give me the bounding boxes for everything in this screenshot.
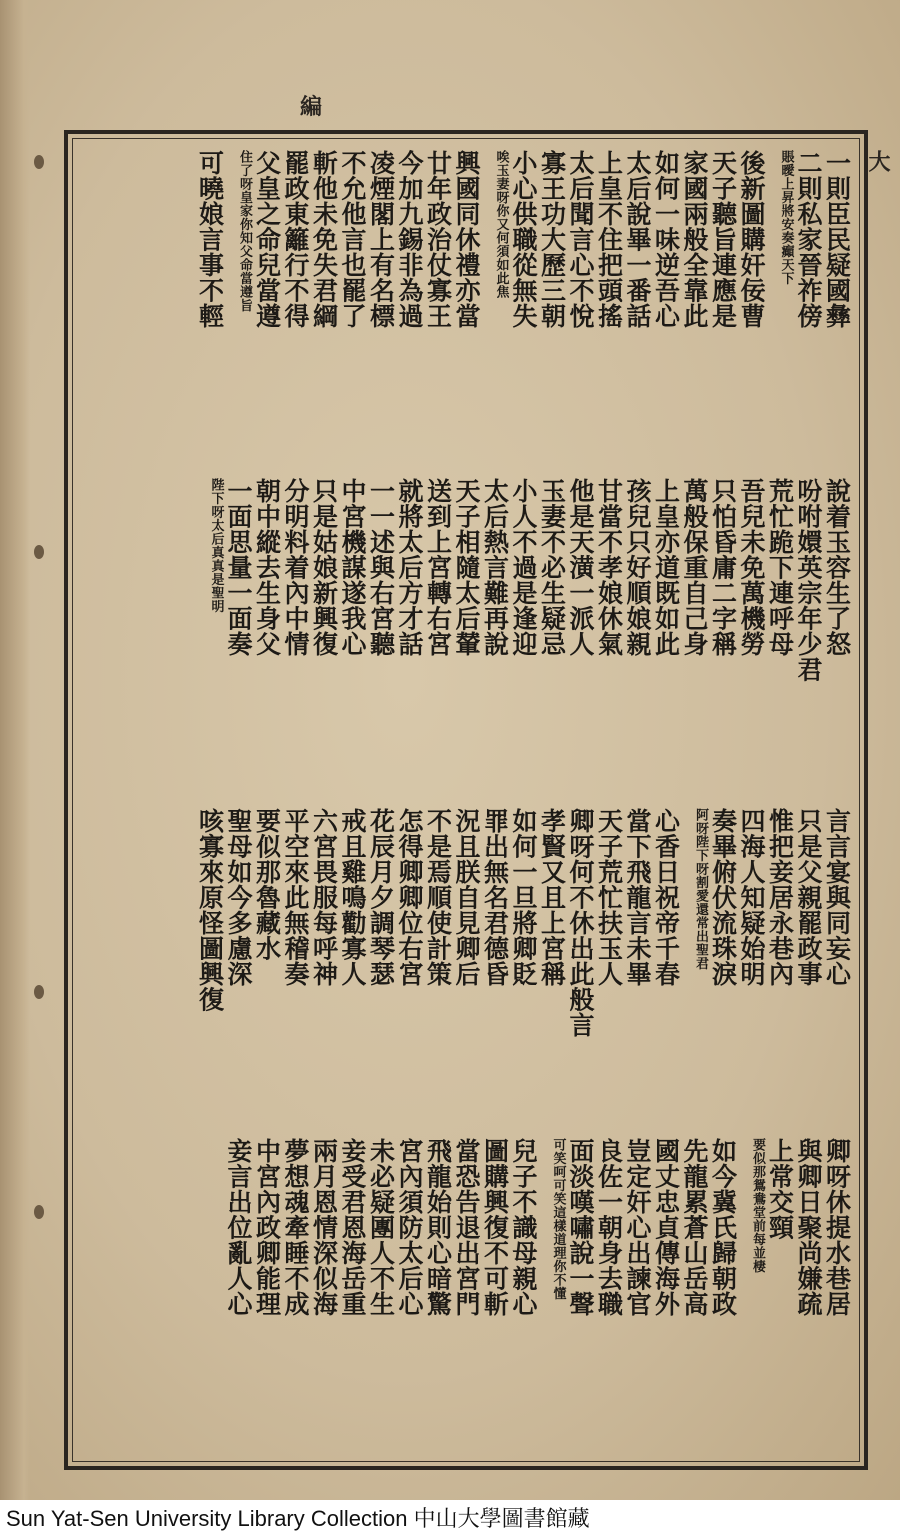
library-credit: Sun Yat-Sen University Library Collection 中山大學圖書館藏 <box>0 1500 900 1538</box>
text-column: 言言宴與同妄心 <box>822 808 852 987</box>
text-column: 吾兒未免萬機勞 <box>737 478 766 657</box>
text-column: 太后熱言難再說 <box>480 478 510 657</box>
edge-text-top: 編 <box>300 94 323 120</box>
text-column: 天子荒忙扶玉人 <box>594 808 624 987</box>
text-column: 斬他未免失君綱 <box>309 150 339 329</box>
text-column: 說着玉容生了怒 <box>822 478 852 657</box>
text-column: 花辰月夕調琴瑟 <box>366 808 396 987</box>
text-column: 住了呀皇家你知父命當遵旨 <box>237 150 252 312</box>
text-column: 天子聽旨連應是 <box>708 150 738 329</box>
text-column: 圖購興復不可斬 <box>480 1138 510 1317</box>
text-column: 況且朕自見卿后 <box>452 808 481 987</box>
text-column: 當恐告退出宮門 <box>452 1138 481 1317</box>
text-column: 只怕昏庸二字稱 <box>708 478 738 657</box>
text-column: 四海人知疑始明 <box>737 808 766 987</box>
text-column: 後新圖購奸佞曹 <box>737 150 766 329</box>
binding-edge <box>0 0 30 1500</box>
text-column: 孝賢又且上宮稱 <box>537 808 567 987</box>
text-column: 夢想魂牽睡不成 <box>281 1138 310 1317</box>
text-column: 不是焉順使計策 <box>423 808 453 987</box>
text-column: 玉妻不必生疑忌 <box>537 478 567 657</box>
edge-text-right: 大 <box>865 150 891 172</box>
text-column: 如何一旦將卿貶 <box>509 808 538 987</box>
text-column: 可曉娘言事不輕 <box>195 150 225 329</box>
text-column: 飛龍始則心暗驚 <box>423 1138 453 1317</box>
text-column: 唉玉妻呀你又何須如此焦 <box>493 150 509 299</box>
text-column: 罷政東籬行不得 <box>281 150 310 329</box>
text-column: 可笑呵可笑這樣道理你不懂 <box>550 1138 566 1300</box>
text-column: 太后說畢一番話 <box>623 150 652 329</box>
text-column: 只是姑娘新興復 <box>309 478 339 657</box>
text-column: 賬曖上昇將安奏癲天下 <box>778 150 794 285</box>
text-column: 廿年政治仗寡王 <box>423 150 453 329</box>
text-column: 當下飛龍言未畢 <box>623 808 652 987</box>
text-column: 凌煙閣上有名標 <box>366 150 396 329</box>
text-column: 妾受君恩海岳重 <box>338 1138 367 1317</box>
text-column: 荒忙跪下連呼母 <box>765 478 795 657</box>
text-column: 兩月恩情深似海 <box>309 1138 339 1317</box>
text-column: 心香日祝帝千春 <box>651 808 681 987</box>
text-column: 就將太后方才話 <box>395 478 424 657</box>
text-column: 朝中縱去生身父 <box>252 478 282 657</box>
text-column: 聖母如今多慮深 <box>224 808 253 987</box>
text-column: 面淡嘆嘯說一聲 <box>566 1138 595 1317</box>
text-column: 小心供職從無失 <box>509 150 538 329</box>
text-column: 阿呀陛下呀割愛還常出聖君 <box>693 808 708 970</box>
text-column: 陛下呀太后真真是聖明 <box>208 478 224 613</box>
text-column: 上常交頸 <box>765 1138 795 1240</box>
text-column: 良佐一朝身去職 <box>594 1138 624 1317</box>
text-column: 如今冀氏歸朝政 <box>708 1138 738 1317</box>
text-column: 兒子不識母親心 <box>509 1138 538 1317</box>
text-column: 卿呀休提水巷居 <box>822 1138 852 1317</box>
text-column: 只是父親罷政事 <box>794 808 823 987</box>
text-column: 卿呀何不休出此般言 <box>566 808 595 1038</box>
text-column: 孩兒只好順娘親 <box>623 478 652 657</box>
text-column: 罪出無名君德昏 <box>480 808 510 987</box>
text-column: 怎得卿卿位右宮 <box>395 808 424 987</box>
text-column: 中宮機謀遂我心 <box>338 478 367 657</box>
text-column: 上皇亦道既如此 <box>651 478 681 657</box>
text-column: 六宮畏服每呼神 <box>309 808 339 987</box>
text-column: 未必疑團人不生 <box>366 1138 396 1317</box>
text-column: 妾言出位亂人心 <box>224 1138 253 1317</box>
text-column: 萬般保重自己身 <box>680 478 709 657</box>
text-column: 咳寡來原怪圖興復 <box>195 808 225 1012</box>
text-column: 奏畢俯伏流珠淚 <box>708 808 738 987</box>
text-column: 一一述與右宮聽 <box>366 478 396 657</box>
text-column: 要似那鴛鴦堂前每並棲 <box>750 1138 765 1273</box>
text-column: 惟把妾居永巷內 <box>765 808 795 987</box>
text-column: 他是天潢一派人 <box>566 478 595 657</box>
text-column: 今加九錫非為過 <box>395 150 424 329</box>
text-column: 甘當不孝娘休氣 <box>594 478 624 657</box>
text-column: 一面思量一面奏 <box>224 478 253 657</box>
text-column: 興國同休禮亦當 <box>452 150 481 329</box>
text-column: 家國兩般全靠此 <box>680 150 709 329</box>
text-column: 如何一味逆吾心 <box>651 150 681 329</box>
text-column: 豈定奸心出諫官 <box>623 1138 652 1317</box>
text-column: 二則私家晉祚傍 <box>794 150 823 329</box>
text-column: 中宮內政卿能理 <box>252 1138 282 1317</box>
text-column: 父皇之命兒當遵 <box>252 150 282 329</box>
text-column: 先龍累蒼山岳高 <box>680 1138 709 1317</box>
text-column: 要似那魯藏水 <box>252 808 282 961</box>
text-column: 寡王功大歷三朝 <box>537 150 567 329</box>
text-column: 天子相隨太后輦 <box>452 478 481 657</box>
text-column: 一則臣民疑國彝 <box>822 150 852 329</box>
text-column: 國丈忠貞傳海外 <box>651 1138 681 1317</box>
text-column: 不允他言也罷了 <box>338 150 367 329</box>
text-column: 送到上宮轉右宮 <box>423 478 453 657</box>
text-column: 與卿日聚尚嫌疏 <box>794 1138 823 1317</box>
text-column: 小人不過是逢迎 <box>509 478 538 657</box>
text-column: 吩咐嬛英宗年少君 <box>794 478 823 682</box>
text-column: 宮內須防太后心 <box>395 1138 424 1317</box>
text-column: 平空來此無稽奏 <box>281 808 310 987</box>
text-column: 分明料着內中情 <box>281 478 310 657</box>
text-column: 上皇不住把頭搖 <box>594 150 624 329</box>
text-column: 戒且雞鳴勸寡人 <box>338 808 367 987</box>
text-column: 太后聞言心不悅 <box>566 150 595 329</box>
